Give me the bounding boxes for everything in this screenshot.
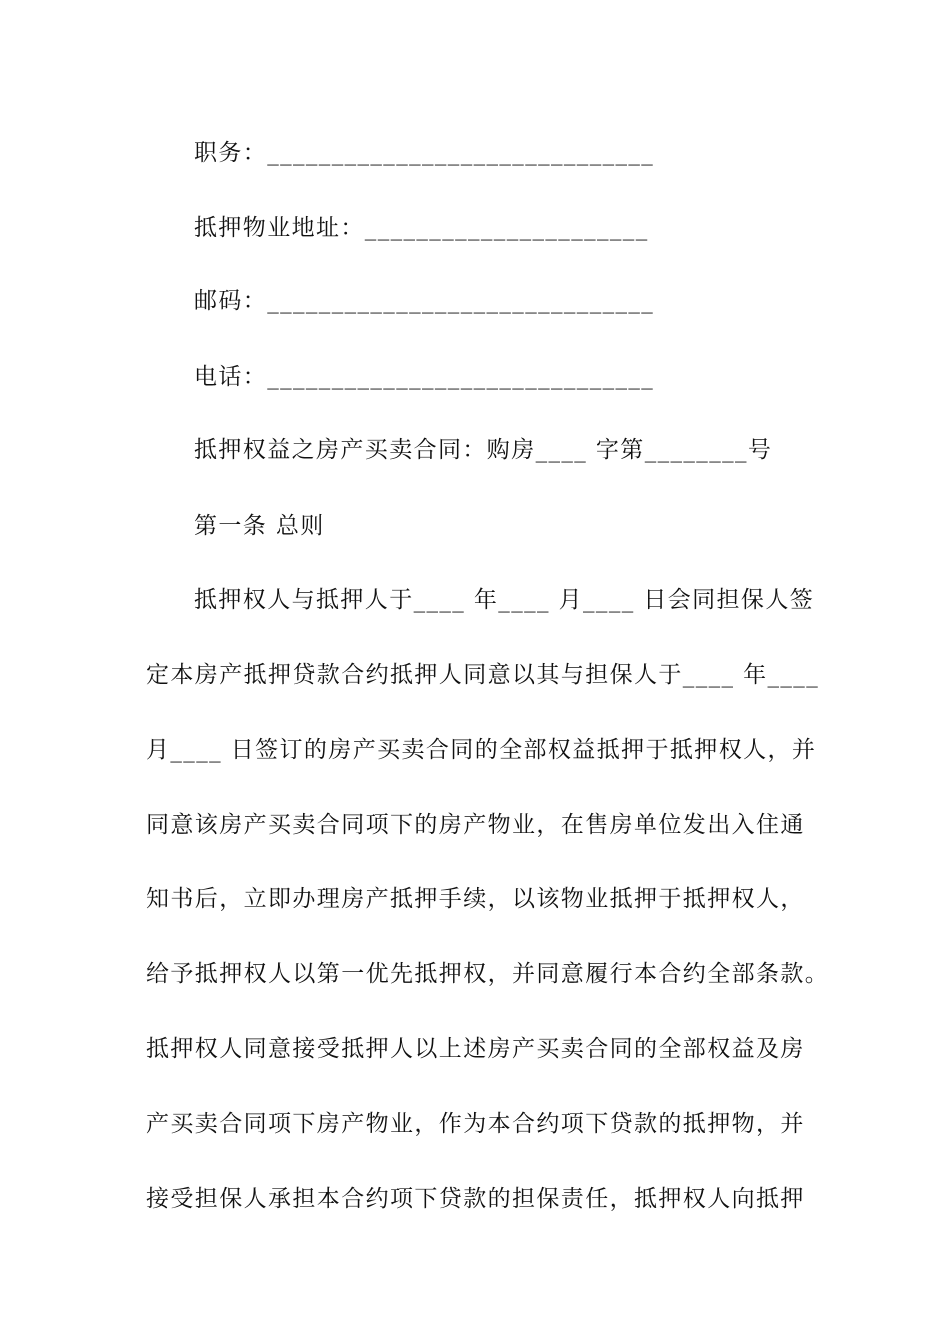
body-line: 抵押权人同意接受抵押人以上述房产买卖合同的全部权益及房: [146, 1036, 805, 1062]
article-title: 第一条 总则: [194, 513, 325, 539]
field-mortgage-property-address: 抵押物业地址：______________________: [194, 215, 649, 241]
body-line: 月____ 日签订的房产买卖合同的全部权益抵押于抵押权人，并: [146, 737, 817, 763]
body-line: 给予抵押权人以第一优先抵押权，并同意履行本合约全部条款。: [146, 961, 830, 987]
field-sale-contract-number: 抵押权益之房产买卖合同：购房____ 字第________号: [194, 437, 773, 463]
field-postcode: 邮码：______________________________: [194, 288, 655, 314]
body-line: 抵押权人与抵押人于____ 年____ 月____ 日会同担保人签: [194, 587, 815, 613]
body-line: 定本房产抵押贷款合约抵押人同意以其与担保人于____ 年____: [146, 662, 820, 688]
body-line: 知书后，立即办理房产抵押手续，以该物业抵押于抵押权人，: [146, 886, 805, 912]
body-line: 同意该房产买卖合同项下的房产物业，在售房单位发出入住通: [146, 812, 805, 838]
field-phone: 电话：______________________________: [194, 364, 655, 390]
body-line: 产买卖合同项下房产物业，作为本合约项下贷款的抵押物，并: [146, 1111, 805, 1137]
body-line: 接受担保人承担本合约项下贷款的担保责任，抵押权人向抵押: [146, 1186, 805, 1212]
field-position: 职务：______________________________: [194, 140, 655, 166]
